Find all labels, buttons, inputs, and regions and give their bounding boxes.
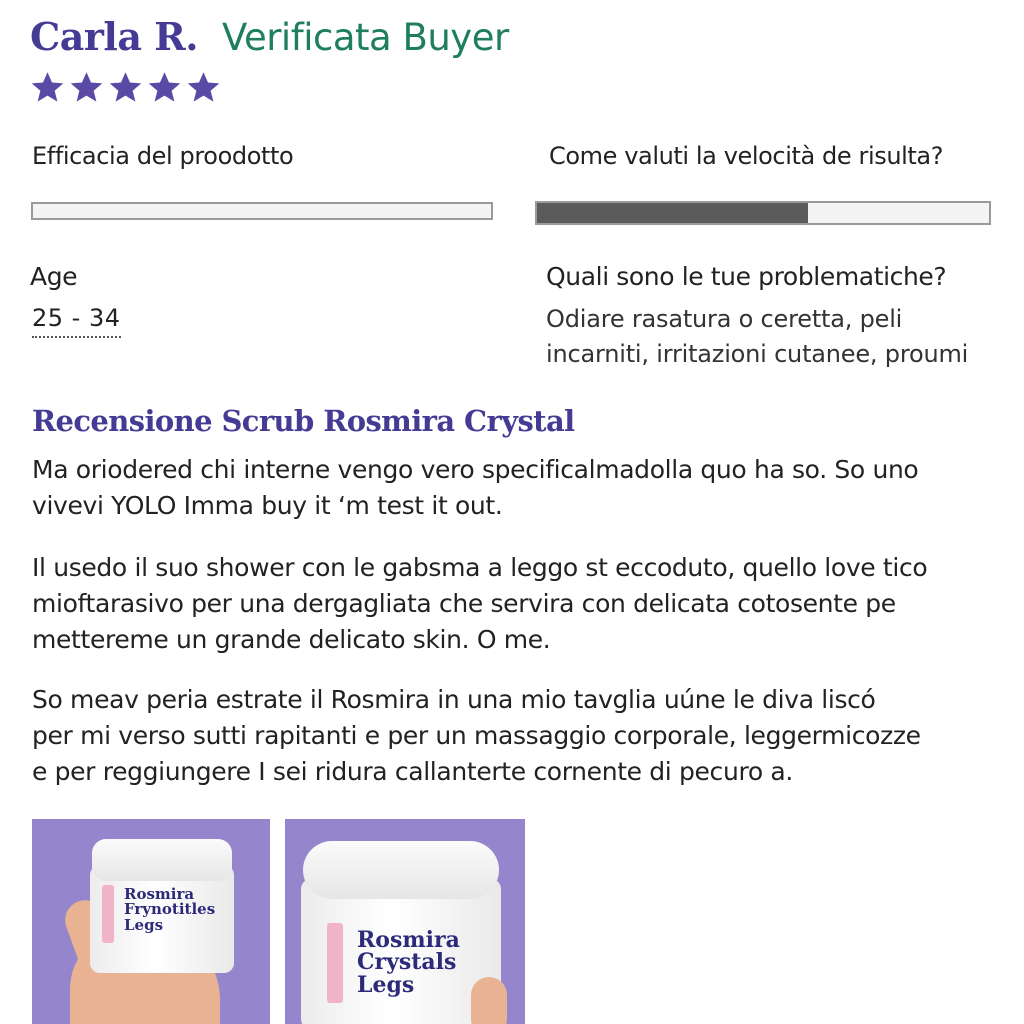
problems-label: Quali sono le tue problematiche? bbox=[546, 262, 947, 291]
problems-line: incarniti, irritazioni cutanee, proumi bbox=[546, 340, 969, 368]
age-value[interactable]: 25 - 34 bbox=[32, 304, 121, 338]
review-line: Il usedo il suo shower con le gabsma a leggo st eccoduto, quello love tico bbox=[32, 553, 928, 582]
star-icon bbox=[108, 70, 143, 105]
review-line: So meav peria estrate il Rosmira in una mio tavglia uúne le diva liscó bbox=[32, 685, 876, 714]
star-icon bbox=[147, 70, 182, 105]
review-paragraph-3 bbox=[32, 682, 1007, 790]
review-paragraph-2 bbox=[32, 550, 1007, 658]
star-icon bbox=[69, 70, 104, 105]
star-rating bbox=[30, 70, 221, 105]
jar-lid bbox=[303, 841, 499, 899]
verified-buyer-badge: Verificata Buyer bbox=[222, 16, 509, 59]
review-line: mettereme un grande delicato skin. O me. bbox=[32, 625, 551, 654]
leg-logo bbox=[102, 885, 114, 943]
review-title: Recensione Scrub Rosmira Crystal bbox=[32, 404, 575, 438]
star-icon bbox=[30, 70, 65, 105]
review-line: vivevi YOLO Imma buy it ‘m test it out. bbox=[32, 491, 503, 520]
jar-label bbox=[124, 887, 215, 933]
jar-lid bbox=[92, 839, 232, 881]
review-line: Ma oriodered chi interne vengo vero specificalmadolla quo ha so. So uno bbox=[32, 455, 919, 484]
problems-line: Odiare rasatura o ceretta, peli bbox=[546, 305, 903, 333]
efficacy-bar bbox=[31, 202, 493, 220]
thumb bbox=[471, 977, 507, 1024]
jar-label-line: Frynotitles bbox=[124, 900, 216, 919]
age-label: Age bbox=[30, 262, 78, 291]
review-photo-2[interactable] bbox=[285, 819, 525, 1024]
jar-label-line: Rosmira bbox=[357, 927, 460, 953]
jar-label-line: Legs bbox=[124, 915, 164, 934]
efficacy-label: Efficacia del proodotto bbox=[32, 142, 294, 170]
star-icon bbox=[186, 70, 221, 105]
leg-logo bbox=[327, 923, 343, 1003]
review-line: mioftarasivo per una dergagliata che servira con delicata cotosente pe bbox=[32, 589, 896, 618]
reviewer-name: Carla R. bbox=[30, 14, 198, 59]
review-paragraph-1 bbox=[32, 452, 1007, 524]
speed-bar bbox=[535, 201, 991, 225]
jar-label-line: Rosmira bbox=[124, 885, 195, 903]
jar-label-line: Legs bbox=[357, 971, 415, 998]
review-line: per mi verso sutti rapitanti e per un massaggio corporale, leggermicozze bbox=[32, 721, 921, 750]
problems-value bbox=[546, 302, 1006, 372]
jar-label bbox=[357, 929, 460, 996]
review-photo-1[interactable] bbox=[32, 819, 270, 1024]
jar-label-line: Crystals bbox=[357, 949, 457, 976]
speed-label: Come valuti la velocità de risulta? bbox=[549, 142, 944, 170]
speed-bar-fill bbox=[537, 203, 808, 223]
review-line: e per reggiungere I sei ridura callanterte cornente di pecuro a. bbox=[32, 757, 793, 786]
